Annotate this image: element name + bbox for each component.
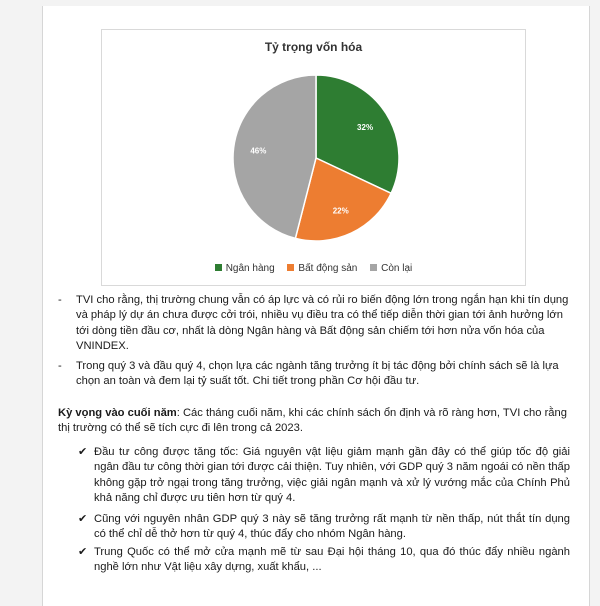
legend-swatch <box>370 264 377 271</box>
dash-bullet: - <box>58 294 62 306</box>
checkmark-icon: ✔ <box>78 513 88 525</box>
checkmark-icon: ✔ <box>78 446 88 458</box>
check-list-item: ✔ Đầu tư công được tăng tốc: Giá nguyên vật liệu giảm mạnh gần đây có thể giúp tốc độ giải ngân đầu tư công thời gian tới được cải thiện. Tuy nhiên, với GDP quý 3 năm ngoái có nền thấp không gặp trở ngại trong tăng trưởng, việc giải ngân mạnh và xử lý vướng mắc của Chính Phủ khả năng chỉ được ưu tiên hơn từ quý 4. <box>78 446 570 505</box>
expectation-heading: Kỳ vọng vào cuối năm <box>58 407 177 419</box>
data-label: 32% <box>357 122 374 132</box>
legend-swatch <box>287 264 294 271</box>
legend-item-con-lai: Còn lại <box>370 263 412 274</box>
chart-legend <box>102 263 525 274</box>
legend-item-bat-dong-san: Bất động sản <box>287 263 357 274</box>
legend-swatch <box>215 264 222 271</box>
chart-title: Tỷ trọng vốn hóa <box>264 40 363 54</box>
check-list-item: ✔ Cũng với nguyên nhân GDP quý 3 này sẽ tăng trưởng rất mạnh từ nền thấp, nút thắt tín dụng có thể chỉ dễ thở hơn từ quý 4, thúc đẩy cho nhóm Ngân hàng. <box>78 513 570 541</box>
data-label: 46% <box>250 146 267 156</box>
expectation-text: : Các tháng cuối năm, khi các chính sách ổn định và rõ ràng hơn, TVI cho rằng thị trường có thể sẽ tích cực đi lên trong cả 2023. <box>58 407 567 435</box>
check-list-item: ✔ Trung Quốc có thể mở cửa mạnh mẽ từ sau Đại hội tháng 10, qua đó thúc đẩy nhiều ngành nghề lớn như Vật liệu xây dựng, xuất khẩu, ... <box>78 546 570 574</box>
checkmark-icon: ✔ <box>78 546 88 558</box>
pie-chart <box>101 29 526 286</box>
legend-item-ngan-hang: Ngân hàng <box>215 263 275 274</box>
dash-bullet: - <box>58 360 62 372</box>
bullet-item: - TVI cho rằng, thị trường chung vẫn có áp lực và có rủi ro biến động lớn trong ngắn hạn khi tín dụng và pháp lý dự án chưa được cởi trói, nhiều vụ điều tra có thể tiếp diễn thời gian tới ảnh hưởng lớn tới dòng tiền đầu cơ, nhất là dòng Ngân hàng và Bất động sản chiếm tới hơn nửa vốn hóa của VNINDEX. <box>58 294 569 353</box>
expectation-paragraph <box>58 406 570 437</box>
pie-chart-plot <box>102 30 525 285</box>
data-label: 22% <box>332 206 349 216</box>
bullet-item: - Trong quý 3 và đầu quý 4, chọn lựa các ngành tăng trưởng ít bị tác động bởi chính sách sẽ là lựa chọn an toàn và đem lại tỷ suất tốt. Chi tiết trong phần Cơ hội đầu tư. <box>58 360 559 388</box>
